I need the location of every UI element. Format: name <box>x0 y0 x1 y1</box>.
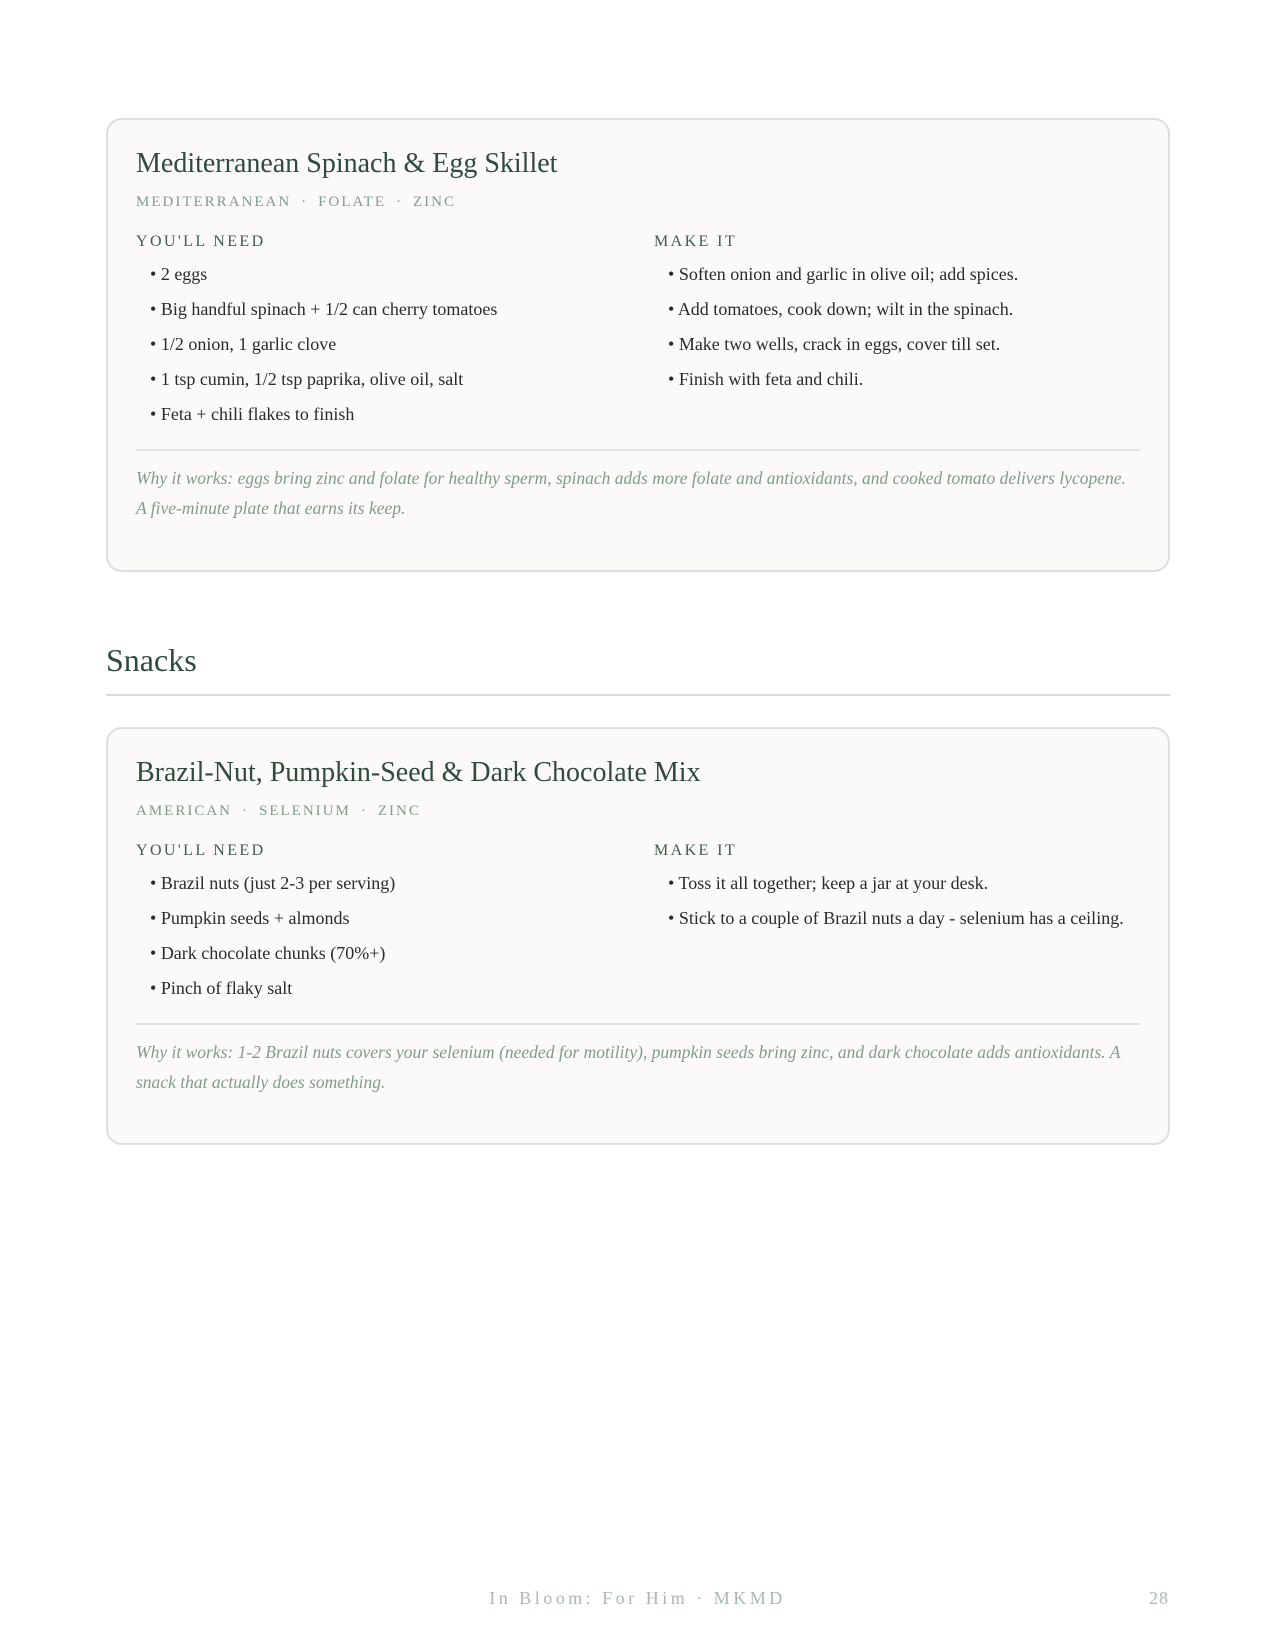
tag-separator: · <box>360 803 368 819</box>
recipe-columns <box>136 232 1140 435</box>
list-item: • Big handful spinach + 1/2 can cherry tomatoes <box>150 295 654 323</box>
tag: SELENIUM <box>259 803 351 819</box>
recipe-card <box>106 727 1170 1145</box>
tag-separator: · <box>242 803 250 819</box>
page-footer: In Bloom: For Him · MKMD <box>489 1588 786 1608</box>
tag: ZINC <box>413 194 456 210</box>
list-item: • 2 eggs <box>150 260 654 288</box>
section-heading: Snacks <box>106 642 197 678</box>
list-item: • Pumpkin seeds + almonds <box>150 904 654 932</box>
why-it-works: Why it works: eggs bring zinc and folate for healthy sperm, spinach adds more folate and antioxidants, and cooked tomato delivers lycopene. A five-minute plate that earns its keep. <box>136 468 1126 518</box>
recipe-columns <box>136 841 1140 1009</box>
page-number: 28 <box>1149 1588 1169 1608</box>
section-divider <box>106 694 1170 696</box>
list-item: • Feta + chili flakes to finish <box>150 400 654 428</box>
tag: ZINC <box>377 803 421 819</box>
divider <box>136 449 1140 451</box>
list-item: • Add tomatoes, cook down; wilt in the spinach. <box>668 295 1140 323</box>
list-item: • Dark chocolate chunks (70%+) <box>150 939 654 967</box>
list-item: • Pinch of flaky salt <box>150 974 654 1002</box>
recipe-tags <box>136 192 1140 212</box>
steps-list <box>654 869 1140 932</box>
tag-separator: · <box>396 194 403 210</box>
ingredients-heading: YOU'LL NEED <box>136 233 266 250</box>
recipe-tags <box>136 801 1140 821</box>
recipe-title: Brazil-Nut, Pumpkin-Seed & Dark Chocolate Mix <box>136 757 701 788</box>
list-item: • Toss it all together; keep a jar at your desk. <box>668 869 1140 897</box>
tag-separator: · <box>301 194 309 210</box>
ingredients-heading: YOU'LL NEED <box>136 842 266 859</box>
list-item: • 1 tsp cumin, 1/2 tsp paprika, olive oil, salt <box>150 365 654 393</box>
steps-column <box>654 841 1140 1009</box>
list-item: • Finish with feta and chili. <box>668 365 1140 393</box>
steps-heading: MAKE IT <box>654 233 738 250</box>
tag: FOLATE <box>318 194 386 210</box>
divider <box>136 1023 1140 1025</box>
ingredients-column <box>136 232 654 435</box>
list-item: • Stick to a couple of Brazil nuts a day - selenium has a ceiling. <box>668 904 1140 932</box>
steps-heading: MAKE IT <box>654 842 738 859</box>
why-it-works: Why it works: 1-2 Brazil nuts covers your selenium (needed for motility), pumpkin seeds bring zinc, and dark chocolate adds antioxidants. A snack that actually does something. <box>136 1042 1121 1092</box>
list-item: • Brazil nuts (just 2-3 per serving) <box>150 869 654 897</box>
ingredients-list <box>136 869 654 1002</box>
steps-column <box>654 232 1140 435</box>
steps-list <box>654 260 1140 393</box>
ingredients-column <box>136 841 654 1009</box>
tag: MEDITERRANEAN <box>136 194 292 210</box>
tag: AMERICAN <box>136 803 233 819</box>
ingredients-list <box>136 260 654 428</box>
list-item: • Make two wells, crack in eggs, cover till set. <box>668 330 1140 358</box>
recipe-title: Mediterranean Spinach & Egg Skillet <box>136 148 558 179</box>
recipe-card <box>106 118 1170 572</box>
list-item: • Soften onion and garlic in olive oil; add spices. <box>668 260 1140 288</box>
list-item: • 1/2 onion, 1 garlic clove <box>150 330 654 358</box>
